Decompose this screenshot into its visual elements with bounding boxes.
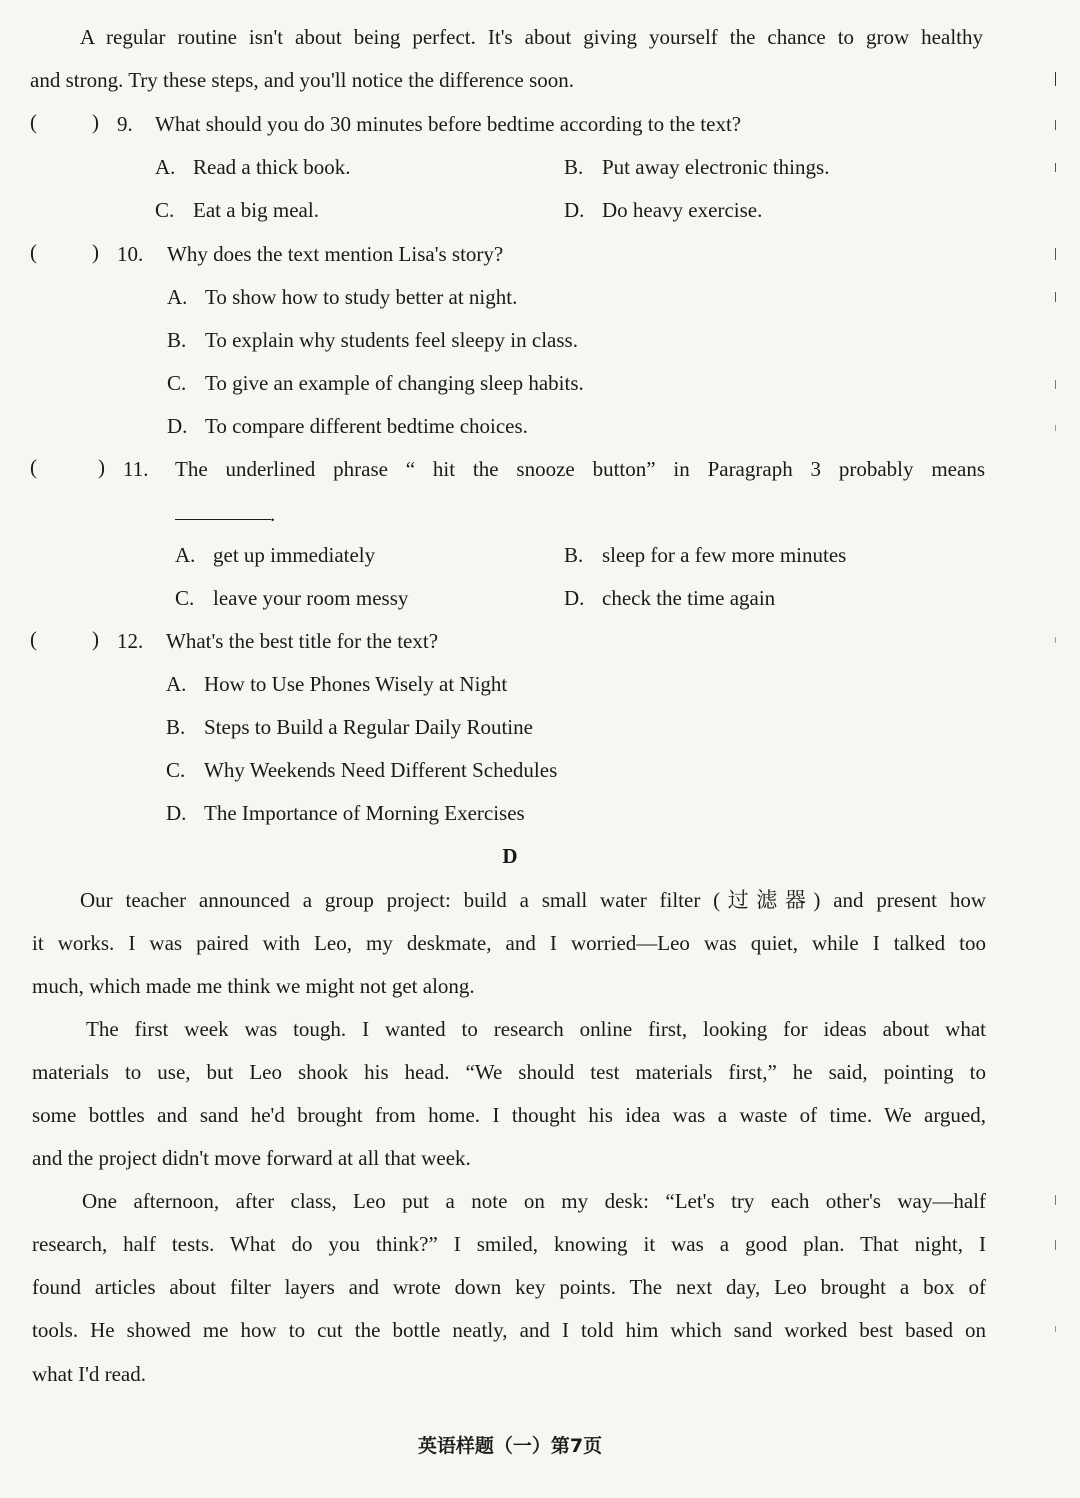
margin-tick — [1055, 292, 1056, 302]
passage-line: research, half tests. What do you think?” I smiled, knowing it was a good plan. That night, I — [32, 1232, 986, 1256]
passage-line: materials to use, but Leo shook his head. “We should test materials first,” he said, pointing to — [32, 1060, 986, 1084]
question-number: 9. — [117, 112, 133, 136]
passage-line: tools. He showed me how to cut the bottle neatly, and I told him which sand worked best based on — [32, 1318, 986, 1342]
passage-line: The first week was tough. I wanted to research online first, looking for ideas about what — [86, 1017, 986, 1041]
margin-tick — [1055, 637, 1056, 643]
bracket-open: ( — [30, 627, 37, 651]
option-b: B. To explain why students feel sleepy in class. — [167, 328, 578, 352]
option-b: B. sleep for a few more minutes — [564, 543, 847, 567]
margin-tick — [1055, 1326, 1056, 1332]
margin-tick — [1055, 380, 1056, 389]
option-c: C. leave your room messy — [175, 586, 409, 610]
passage-line: Our teacher announced a group project: build a small water filter (过滤器) and present how — [80, 888, 986, 912]
option-d: D. Do heavy exercise. — [564, 198, 763, 222]
margin-tick — [1055, 425, 1056, 431]
blank-period: . — [270, 502, 276, 526]
margin-tick — [1055, 163, 1056, 172]
question-number: 11. — [123, 457, 149, 481]
bracket-close: ) — [92, 627, 99, 651]
bracket-open: ( — [30, 110, 37, 134]
passage-line: found articles about filter layers and wrote down key points. The next day, Leo brought a box of — [32, 1275, 986, 1299]
intro-line-2: and strong. Try these steps, and you'll notice the difference soon. — [30, 68, 575, 92]
passage-line: One afternoon, after class, Leo put a note on my desk: “Let's try each other's way—half — [82, 1189, 986, 1213]
passage-line: and the project didn't move forward at all that week. — [32, 1146, 471, 1170]
option-a: A. Read a thick book. — [155, 155, 351, 179]
option-d: D. check the time again — [564, 586, 776, 610]
page-footer: 英语样题（一）第7页 — [417, 1435, 603, 1457]
bracket-open: ( — [30, 240, 37, 264]
question-stem: The underlined phrase “ hit the snooze button” in Paragraph 3 probably means — [175, 457, 985, 481]
margin-tick — [1055, 248, 1056, 260]
margin-tick — [1055, 72, 1056, 86]
bracket-close: ) — [92, 240, 99, 264]
answer-blank[interactable] — [175, 505, 271, 520]
question-stem: Why does the text mention Lisa's story? — [167, 242, 504, 266]
passage-line: some bottles and sand he'd brought from home. I thought his idea was a waste of time. We argued, — [32, 1103, 986, 1127]
question-number: 12. — [117, 629, 144, 653]
intro-line-1: A regular routine isn't about being perfect. It's about giving yourself the chance to grow healthy — [80, 25, 983, 49]
option-d: D. The Importance of Morning Exercises — [166, 801, 525, 825]
bracket-close: ) — [92, 110, 99, 134]
bracket-close: ) — [98, 455, 105, 479]
option-c: C. To give an example of changing sleep habits. — [167, 371, 584, 395]
section-title: D — [502, 844, 518, 868]
option-a: A. get up immediately — [175, 543, 376, 567]
passage-line: what I'd read. — [32, 1362, 146, 1386]
passage-line: much, which made me think we might not get along. — [32, 974, 475, 998]
option-d: D. To compare different bedtime choices. — [167, 414, 528, 438]
question-number: 10. — [117, 242, 144, 266]
question-stem: What's the best title for the text? — [166, 629, 439, 653]
option-a: A. To show how to study better at night. — [167, 285, 518, 309]
option-c: C. Eat a big meal. — [155, 198, 319, 222]
bracket-open: ( — [30, 455, 37, 479]
option-a: A. How to Use Phones Wisely at Night — [166, 672, 508, 696]
margin-tick — [1055, 120, 1056, 130]
question-stem: What should you do 30 minutes before bedtime according to the text? — [155, 112, 742, 136]
option-b: B. Put away electronic things. — [564, 155, 830, 179]
option-b: B. Steps to Build a Regular Daily Routine — [166, 715, 533, 739]
margin-tick — [1055, 1240, 1056, 1250]
passage-line: it works. I was paired with Leo, my deskmate, and I worried—Leo was quiet, while I talked too — [32, 931, 986, 955]
margin-tick — [1055, 1195, 1056, 1205]
option-c: C. Why Weekends Need Different Schedules — [166, 758, 558, 782]
